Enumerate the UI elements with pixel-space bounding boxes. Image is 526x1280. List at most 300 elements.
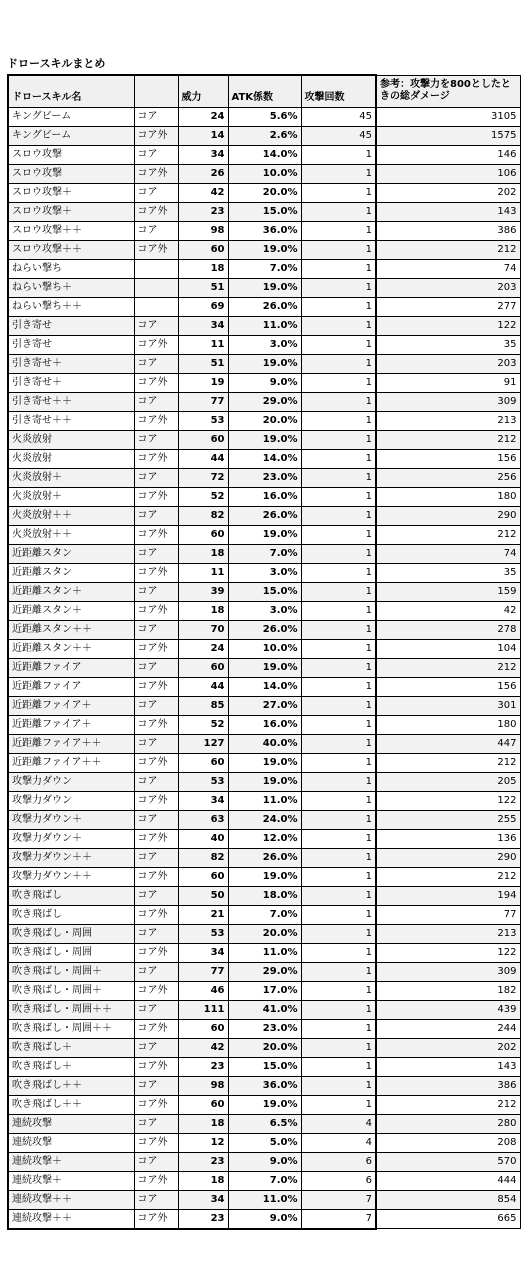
cell-atk[interactable]: 3.0% xyxy=(228,563,301,582)
cell-skill-name[interactable]: 連続攻撃＋＋ xyxy=(8,1190,134,1209)
cell-skill-name[interactable]: 連続攻撃＋＋ xyxy=(8,1209,134,1229)
cell-power[interactable]: 60 xyxy=(178,240,228,259)
cell-core[interactable]: コア外 xyxy=(134,202,178,221)
cell-core[interactable]: コア xyxy=(134,392,178,411)
cell-hits[interactable]: 1 xyxy=(301,677,376,696)
cell-skill-name[interactable]: 引き寄せ＋＋ xyxy=(8,411,134,430)
cell-atk[interactable]: 14.0% xyxy=(228,145,301,164)
cell-skill-name[interactable]: 連続攻撃＋ xyxy=(8,1171,134,1190)
cell-reference-damage[interactable]: 180 xyxy=(376,715,520,734)
cell-hits[interactable]: 1 xyxy=(301,373,376,392)
cell-reference-damage[interactable]: 277 xyxy=(376,297,520,316)
cell-core[interactable]: コア xyxy=(134,107,178,126)
cell-power[interactable]: 23 xyxy=(178,1057,228,1076)
cell-atk[interactable]: 19.0% xyxy=(228,1095,301,1114)
cell-reference-damage[interactable]: 439 xyxy=(376,1000,520,1019)
cell-skill-name[interactable]: 火炎放射＋ xyxy=(8,487,134,506)
cell-power[interactable]: 50 xyxy=(178,886,228,905)
cell-core[interactable] xyxy=(134,297,178,316)
cell-reference-damage[interactable]: 74 xyxy=(376,544,520,563)
cell-core[interactable] xyxy=(134,259,178,278)
cell-reference-damage[interactable]: 122 xyxy=(376,316,520,335)
cell-reference-damage[interactable]: 122 xyxy=(376,791,520,810)
cell-reference-damage[interactable]: 213 xyxy=(376,924,520,943)
cell-reference-damage[interactable]: 180 xyxy=(376,487,520,506)
cell-power[interactable]: 18 xyxy=(178,601,228,620)
cell-power[interactable]: 82 xyxy=(178,848,228,867)
cell-core[interactable]: コア xyxy=(134,1114,178,1133)
cell-reference-damage[interactable]: 122 xyxy=(376,943,520,962)
cell-hits[interactable]: 1 xyxy=(301,430,376,449)
cell-reference-damage[interactable]: 570 xyxy=(376,1152,520,1171)
cell-atk[interactable]: 9.0% xyxy=(228,1209,301,1229)
cell-hits[interactable]: 1 xyxy=(301,1057,376,1076)
cell-hits[interactable]: 1 xyxy=(301,601,376,620)
cell-skill-name[interactable]: 近距離スタン＋＋ xyxy=(8,620,134,639)
cell-atk[interactable]: 9.0% xyxy=(228,373,301,392)
cell-reference-damage[interactable]: 194 xyxy=(376,886,520,905)
cell-atk[interactable]: 26.0% xyxy=(228,848,301,867)
cell-reference-damage[interactable]: 42 xyxy=(376,601,520,620)
cell-reference-damage[interactable]: 106 xyxy=(376,164,520,183)
cell-power[interactable]: 72 xyxy=(178,468,228,487)
cell-skill-name[interactable]: 吹き飛ばし xyxy=(8,886,134,905)
cell-power[interactable]: 85 xyxy=(178,696,228,715)
cell-hits[interactable]: 1 xyxy=(301,582,376,601)
cell-core[interactable]: コア xyxy=(134,696,178,715)
cell-skill-name[interactable]: スロウ攻撃 xyxy=(8,145,134,164)
cell-reference-damage[interactable]: 156 xyxy=(376,449,520,468)
cell-reference-damage[interactable]: 854 xyxy=(376,1190,520,1209)
cell-power[interactable]: 40 xyxy=(178,829,228,848)
cell-core[interactable]: コア外 xyxy=(134,639,178,658)
header-hits[interactable]: 攻撃回数 xyxy=(301,75,376,107)
cell-hits[interactable]: 1 xyxy=(301,943,376,962)
cell-reference-damage[interactable]: 278 xyxy=(376,620,520,639)
cell-hits[interactable]: 1 xyxy=(301,259,376,278)
cell-skill-name[interactable]: ねらい撃ち xyxy=(8,259,134,278)
cell-skill-name[interactable]: 吹き飛ばし・周囲＋＋ xyxy=(8,1019,134,1038)
cell-reference-damage[interactable]: 202 xyxy=(376,1038,520,1057)
cell-power[interactable]: 18 xyxy=(178,544,228,563)
cell-core[interactable]: コア xyxy=(134,658,178,677)
cell-core[interactable]: コア外 xyxy=(134,829,178,848)
cell-hits[interactable]: 1 xyxy=(301,240,376,259)
cell-power[interactable]: 46 xyxy=(178,981,228,1000)
cell-atk[interactable]: 40.0% xyxy=(228,734,301,753)
cell-hits[interactable]: 1 xyxy=(301,753,376,772)
cell-hits[interactable]: 6 xyxy=(301,1152,376,1171)
cell-power[interactable]: 82 xyxy=(178,506,228,525)
cell-core[interactable]: コア外 xyxy=(134,164,178,183)
cell-atk[interactable]: 19.0% xyxy=(228,772,301,791)
cell-atk[interactable]: 36.0% xyxy=(228,221,301,240)
cell-skill-name[interactable]: 吹き飛ばし＋＋ xyxy=(8,1095,134,1114)
cell-reference-damage[interactable]: 386 xyxy=(376,221,520,240)
cell-hits[interactable]: 1 xyxy=(301,829,376,848)
cell-core[interactable]: コア xyxy=(134,810,178,829)
cell-power[interactable]: 77 xyxy=(178,962,228,981)
cell-skill-name[interactable]: 吹き飛ばし＋ xyxy=(8,1057,134,1076)
cell-hits[interactable]: 1 xyxy=(301,962,376,981)
cell-power[interactable]: 60 xyxy=(178,867,228,886)
cell-core[interactable]: コア外 xyxy=(134,715,178,734)
cell-reference-damage[interactable]: 35 xyxy=(376,563,520,582)
cell-core[interactable]: コア外 xyxy=(134,791,178,810)
cell-hits[interactable]: 1 xyxy=(301,620,376,639)
cell-reference-damage[interactable]: 280 xyxy=(376,1114,520,1133)
cell-power[interactable]: 11 xyxy=(178,563,228,582)
cell-power[interactable]: 44 xyxy=(178,449,228,468)
cell-skill-name[interactable]: 吹き飛ばし＋＋ xyxy=(8,1076,134,1095)
cell-reference-damage[interactable]: 159 xyxy=(376,582,520,601)
cell-reference-damage[interactable]: 256 xyxy=(376,468,520,487)
cell-power[interactable]: 39 xyxy=(178,582,228,601)
cell-hits[interactable]: 1 xyxy=(301,316,376,335)
cell-reference-damage[interactable]: 212 xyxy=(376,867,520,886)
cell-reference-damage[interactable]: 35 xyxy=(376,335,520,354)
cell-reference-damage[interactable]: 444 xyxy=(376,1171,520,1190)
cell-skill-name[interactable]: 連続攻撃 xyxy=(8,1114,134,1133)
cell-reference-damage[interactable]: 74 xyxy=(376,259,520,278)
cell-core[interactable]: コア xyxy=(134,1152,178,1171)
cell-core[interactable]: コア xyxy=(134,1038,178,1057)
cell-skill-name[interactable]: 吹き飛ばし・周囲 xyxy=(8,924,134,943)
cell-power[interactable]: 23 xyxy=(178,202,228,221)
cell-atk[interactable]: 19.0% xyxy=(228,354,301,373)
cell-atk[interactable]: 20.0% xyxy=(228,183,301,202)
cell-reference-damage[interactable]: 203 xyxy=(376,278,520,297)
header-power[interactable]: 威力 xyxy=(178,75,228,107)
cell-reference-damage[interactable]: 212 xyxy=(376,240,520,259)
cell-power[interactable]: 60 xyxy=(178,1095,228,1114)
cell-reference-damage[interactable]: 205 xyxy=(376,772,520,791)
cell-atk[interactable]: 23.0% xyxy=(228,468,301,487)
cell-reference-damage[interactable]: 202 xyxy=(376,183,520,202)
cell-power[interactable]: 53 xyxy=(178,772,228,791)
cell-skill-name[interactable]: スロウ攻撃＋ xyxy=(8,202,134,221)
cell-core[interactable]: コア外 xyxy=(134,867,178,886)
cell-core[interactable]: コア xyxy=(134,145,178,164)
cell-skill-name[interactable]: 近距離スタン xyxy=(8,544,134,563)
cell-hits[interactable]: 1 xyxy=(301,563,376,582)
cell-skill-name[interactable]: 近距離スタン＋ xyxy=(8,582,134,601)
cell-atk[interactable]: 19.0% xyxy=(228,867,301,886)
cell-power[interactable]: 18 xyxy=(178,1171,228,1190)
cell-reference-damage[interactable]: 244 xyxy=(376,1019,520,1038)
cell-hits[interactable]: 1 xyxy=(301,905,376,924)
cell-reference-damage[interactable]: 203 xyxy=(376,354,520,373)
cell-power[interactable]: 53 xyxy=(178,924,228,943)
cell-power[interactable]: 52 xyxy=(178,487,228,506)
cell-power[interactable]: 42 xyxy=(178,183,228,202)
cell-skill-name[interactable]: 攻撃力ダウン xyxy=(8,791,134,810)
cell-hits[interactable]: 1 xyxy=(301,297,376,316)
cell-reference-damage[interactable]: 146 xyxy=(376,145,520,164)
cell-atk[interactable]: 10.0% xyxy=(228,639,301,658)
cell-reference-damage[interactable]: 309 xyxy=(376,962,520,981)
cell-core[interactable]: コア外 xyxy=(134,126,178,145)
cell-hits[interactable]: 7 xyxy=(301,1190,376,1209)
cell-skill-name[interactable]: 引き寄せ＋ xyxy=(8,373,134,392)
cell-power[interactable]: 24 xyxy=(178,639,228,658)
cell-atk[interactable]: 11.0% xyxy=(228,1190,301,1209)
cell-skill-name[interactable]: 連続攻撃＋ xyxy=(8,1152,134,1171)
cell-power[interactable]: 111 xyxy=(178,1000,228,1019)
cell-power[interactable]: 26 xyxy=(178,164,228,183)
cell-core[interactable]: コア xyxy=(134,734,178,753)
cell-atk[interactable]: 10.0% xyxy=(228,164,301,183)
cell-core[interactable]: コア外 xyxy=(134,677,178,696)
cell-power[interactable]: 42 xyxy=(178,1038,228,1057)
cell-core[interactable]: コア xyxy=(134,544,178,563)
cell-core[interactable]: コア外 xyxy=(134,905,178,924)
cell-power[interactable]: 14 xyxy=(178,126,228,145)
cell-core[interactable]: コア xyxy=(134,620,178,639)
cell-reference-damage[interactable]: 212 xyxy=(376,753,520,772)
cell-skill-name[interactable]: 吹き飛ばし・周囲＋ xyxy=(8,962,134,981)
cell-reference-damage[interactable]: 447 xyxy=(376,734,520,753)
cell-hits[interactable]: 45 xyxy=(301,107,376,126)
cell-skill-name[interactable]: 火炎放射＋ xyxy=(8,468,134,487)
cell-skill-name[interactable]: ねらい撃ち＋＋ xyxy=(8,297,134,316)
cell-atk[interactable]: 29.0% xyxy=(228,392,301,411)
cell-hits[interactable]: 1 xyxy=(301,506,376,525)
cell-reference-damage[interactable]: 212 xyxy=(376,430,520,449)
cell-reference-damage[interactable]: 1575 xyxy=(376,126,520,145)
cell-skill-name[interactable]: ねらい撃ち＋ xyxy=(8,278,134,297)
cell-power[interactable]: 21 xyxy=(178,905,228,924)
cell-core[interactable]: コア外 xyxy=(134,487,178,506)
cell-atk[interactable]: 11.0% xyxy=(228,943,301,962)
cell-atk[interactable]: 20.0% xyxy=(228,924,301,943)
cell-hits[interactable]: 1 xyxy=(301,867,376,886)
cell-hits[interactable]: 1 xyxy=(301,221,376,240)
cell-hits[interactable]: 1 xyxy=(301,810,376,829)
cell-reference-damage[interactable]: 136 xyxy=(376,829,520,848)
cell-core[interactable]: コア外 xyxy=(134,1019,178,1038)
cell-atk[interactable]: 24.0% xyxy=(228,810,301,829)
cell-core[interactable]: コア xyxy=(134,506,178,525)
cell-hits[interactable]: 1 xyxy=(301,1019,376,1038)
cell-core[interactable] xyxy=(134,278,178,297)
cell-skill-name[interactable]: 火炎放射 xyxy=(8,449,134,468)
cell-reference-damage[interactable]: 3105 xyxy=(376,107,520,126)
cell-skill-name[interactable]: スロウ攻撃＋＋ xyxy=(8,240,134,259)
cell-atk[interactable]: 19.0% xyxy=(228,658,301,677)
cell-skill-name[interactable]: スロウ攻撃 xyxy=(8,164,134,183)
cell-skill-name[interactable]: 火炎放射＋＋ xyxy=(8,525,134,544)
cell-atk[interactable]: 20.0% xyxy=(228,411,301,430)
cell-power[interactable]: 60 xyxy=(178,658,228,677)
cell-atk[interactable]: 20.0% xyxy=(228,1038,301,1057)
cell-hits[interactable]: 1 xyxy=(301,639,376,658)
cell-skill-name[interactable]: 攻撃力ダウン＋＋ xyxy=(8,848,134,867)
cell-skill-name[interactable]: 火炎放射＋＋ xyxy=(8,506,134,525)
cell-power[interactable]: 19 xyxy=(178,373,228,392)
cell-power[interactable]: 34 xyxy=(178,316,228,335)
cell-core[interactable]: コア外 xyxy=(134,601,178,620)
cell-reference-damage[interactable]: 301 xyxy=(376,696,520,715)
cell-core[interactable]: コア外 xyxy=(134,1057,178,1076)
cell-core[interactable]: コア外 xyxy=(134,449,178,468)
cell-atk[interactable]: 19.0% xyxy=(228,525,301,544)
cell-core[interactable]: コア xyxy=(134,183,178,202)
cell-core[interactable]: コア xyxy=(134,1000,178,1019)
cell-core[interactable]: コア xyxy=(134,886,178,905)
cell-atk[interactable]: 5.0% xyxy=(228,1133,301,1152)
cell-atk[interactable]: 19.0% xyxy=(228,278,301,297)
cell-power[interactable]: 12 xyxy=(178,1133,228,1152)
cell-skill-name[interactable]: スロウ攻撃＋ xyxy=(8,183,134,202)
cell-hits[interactable]: 1 xyxy=(301,658,376,677)
cell-power[interactable]: 44 xyxy=(178,677,228,696)
cell-power[interactable]: 63 xyxy=(178,810,228,829)
cell-skill-name[interactable]: 引き寄せ＋ xyxy=(8,354,134,373)
cell-power[interactable]: 60 xyxy=(178,1019,228,1038)
cell-hits[interactable]: 6 xyxy=(301,1171,376,1190)
cell-hits[interactable]: 1 xyxy=(301,487,376,506)
cell-reference-damage[interactable]: 386 xyxy=(376,1076,520,1095)
cell-reference-damage[interactable]: 208 xyxy=(376,1133,520,1152)
cell-atk[interactable]: 36.0% xyxy=(228,1076,301,1095)
cell-reference-damage[interactable]: 290 xyxy=(376,506,520,525)
cell-core[interactable]: コア外 xyxy=(134,1171,178,1190)
cell-reference-damage[interactable]: 156 xyxy=(376,677,520,696)
cell-power[interactable]: 34 xyxy=(178,943,228,962)
cell-skill-name[interactable]: 吹き飛ばし・周囲＋＋ xyxy=(8,1000,134,1019)
cell-reference-damage[interactable]: 143 xyxy=(376,1057,520,1076)
cell-reference-damage[interactable]: 255 xyxy=(376,810,520,829)
cell-power[interactable]: 24 xyxy=(178,107,228,126)
cell-skill-name[interactable]: 吹き飛ばし＋ xyxy=(8,1038,134,1057)
cell-core[interactable]: コア xyxy=(134,221,178,240)
cell-atk[interactable]: 15.0% xyxy=(228,202,301,221)
cell-skill-name[interactable]: 近距離ファイア＋ xyxy=(8,715,134,734)
cell-power[interactable]: 60 xyxy=(178,525,228,544)
cell-core[interactable]: コア xyxy=(134,848,178,867)
cell-atk[interactable]: 19.0% xyxy=(228,430,301,449)
cell-hits[interactable]: 1 xyxy=(301,544,376,563)
cell-core[interactable]: コア xyxy=(134,1076,178,1095)
cell-atk[interactable]: 15.0% xyxy=(228,1057,301,1076)
cell-skill-name[interactable]: 攻撃力ダウン＋ xyxy=(8,829,134,848)
cell-power[interactable]: 18 xyxy=(178,1114,228,1133)
cell-hits[interactable]: 1 xyxy=(301,848,376,867)
cell-skill-name[interactable]: 近距離ファイア＋＋ xyxy=(8,734,134,753)
cell-hits[interactable]: 4 xyxy=(301,1133,376,1152)
cell-atk[interactable]: 26.0% xyxy=(228,620,301,639)
cell-core[interactable]: コア外 xyxy=(134,981,178,1000)
cell-atk[interactable]: 7.0% xyxy=(228,1171,301,1190)
cell-hits[interactable]: 1 xyxy=(301,791,376,810)
cell-reference-damage[interactable]: 143 xyxy=(376,202,520,221)
cell-hits[interactable]: 1 xyxy=(301,468,376,487)
cell-atk[interactable]: 26.0% xyxy=(228,297,301,316)
cell-core[interactable]: コア外 xyxy=(134,1209,178,1229)
cell-core[interactable]: コア外 xyxy=(134,411,178,430)
header-skill-name[interactable]: ドロースキル名 xyxy=(8,75,134,107)
cell-skill-name[interactable]: 近距離ファイア xyxy=(8,658,134,677)
cell-power[interactable]: 98 xyxy=(178,221,228,240)
cell-atk[interactable]: 5.6% xyxy=(228,107,301,126)
cell-power[interactable]: 18 xyxy=(178,259,228,278)
cell-skill-name[interactable]: 攻撃力ダウン＋＋ xyxy=(8,867,134,886)
cell-core[interactable]: コア xyxy=(134,1190,178,1209)
cell-atk[interactable]: 3.0% xyxy=(228,335,301,354)
cell-hits[interactable]: 7 xyxy=(301,1209,376,1229)
cell-skill-name[interactable]: 近距離ファイア＋＋ xyxy=(8,753,134,772)
cell-atk[interactable]: 16.0% xyxy=(228,487,301,506)
cell-hits[interactable]: 1 xyxy=(301,411,376,430)
cell-hits[interactable]: 1 xyxy=(301,696,376,715)
cell-core[interactable]: コア xyxy=(134,924,178,943)
cell-atk[interactable]: 15.0% xyxy=(228,582,301,601)
cell-hits[interactable]: 1 xyxy=(301,1000,376,1019)
cell-skill-name[interactable]: 連続攻撃 xyxy=(8,1133,134,1152)
cell-core[interactable]: コア外 xyxy=(134,1095,178,1114)
cell-skill-name[interactable]: 攻撃力ダウン＋ xyxy=(8,810,134,829)
cell-hits[interactable]: 1 xyxy=(301,164,376,183)
cell-reference-damage[interactable]: 212 xyxy=(376,1095,520,1114)
cell-core[interactable]: コア外 xyxy=(134,563,178,582)
cell-skill-name[interactable]: 吹き飛ばし・周囲 xyxy=(8,943,134,962)
cell-atk[interactable]: 11.0% xyxy=(228,791,301,810)
cell-skill-name[interactable]: 攻撃力ダウン xyxy=(8,772,134,791)
cell-atk[interactable]: 18.0% xyxy=(228,886,301,905)
cell-power[interactable]: 98 xyxy=(178,1076,228,1095)
cell-power[interactable]: 34 xyxy=(178,791,228,810)
cell-hits[interactable]: 1 xyxy=(301,886,376,905)
cell-atk[interactable]: 16.0% xyxy=(228,715,301,734)
cell-skill-name[interactable]: スロウ攻撃＋＋ xyxy=(8,221,134,240)
cell-core[interactable]: コア xyxy=(134,962,178,981)
cell-core[interactable]: コア xyxy=(134,430,178,449)
cell-hits[interactable]: 1 xyxy=(301,981,376,1000)
cell-atk[interactable]: 2.6% xyxy=(228,126,301,145)
header-atk[interactable]: ATK係数 xyxy=(228,75,301,107)
cell-core[interactable]: コア xyxy=(134,316,178,335)
cell-hits[interactable]: 1 xyxy=(301,392,376,411)
cell-core[interactable]: コア外 xyxy=(134,240,178,259)
cell-core[interactable]: コア xyxy=(134,468,178,487)
cell-skill-name[interactable]: 近距離スタン＋＋ xyxy=(8,639,134,658)
cell-hits[interactable]: 1 xyxy=(301,715,376,734)
cell-atk[interactable]: 7.0% xyxy=(228,544,301,563)
cell-atk[interactable]: 3.0% xyxy=(228,601,301,620)
cell-reference-damage[interactable]: 77 xyxy=(376,905,520,924)
cell-core[interactable]: コア外 xyxy=(134,1133,178,1152)
cell-reference-damage[interactable]: 182 xyxy=(376,981,520,1000)
cell-power[interactable]: 23 xyxy=(178,1152,228,1171)
cell-core[interactable]: コア xyxy=(134,772,178,791)
cell-hits[interactable]: 45 xyxy=(301,126,376,145)
header-reference-damage[interactable]: 参考：攻撃力を800としたときの総ダメージ xyxy=(376,75,520,107)
cell-core[interactable]: コア外 xyxy=(134,753,178,772)
cell-core[interactable]: コア外 xyxy=(134,943,178,962)
cell-skill-name[interactable]: 近距離ファイア＋ xyxy=(8,696,134,715)
cell-atk[interactable]: 27.0% xyxy=(228,696,301,715)
cell-power[interactable]: 53 xyxy=(178,411,228,430)
cell-core[interactable]: コア外 xyxy=(134,335,178,354)
header-core[interactable] xyxy=(134,75,178,107)
cell-skill-name[interactable]: キングビーム xyxy=(8,107,134,126)
cell-hits[interactable]: 1 xyxy=(301,1095,376,1114)
cell-power[interactable]: 60 xyxy=(178,430,228,449)
cell-hits[interactable]: 1 xyxy=(301,734,376,753)
cell-hits[interactable]: 1 xyxy=(301,354,376,373)
cell-skill-name[interactable]: 近距離スタン＋ xyxy=(8,601,134,620)
